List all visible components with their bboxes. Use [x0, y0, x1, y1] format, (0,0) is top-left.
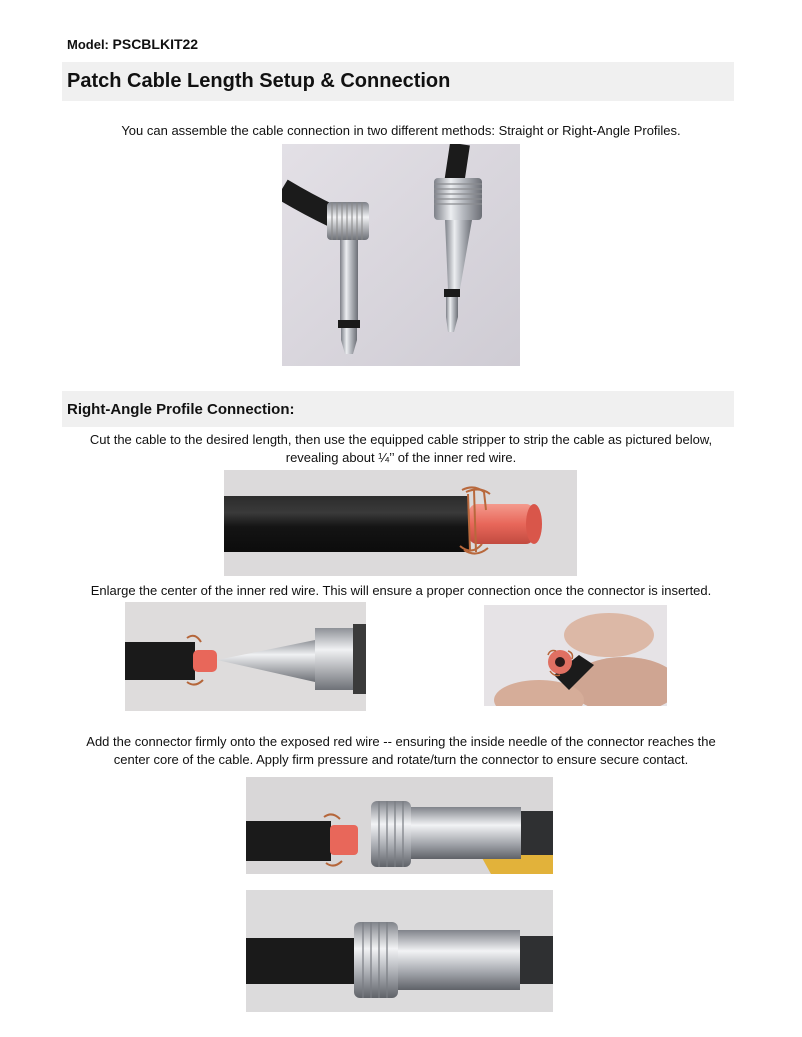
model-label: Model:: [67, 37, 109, 52]
pen-enlarge-photo: [125, 602, 366, 711]
step1-text: [40, 431, 762, 467]
intro-text: You can assemble the cable connection in two different methods: Straight or Right-Angle Profiles.: [121, 123, 681, 138]
fingertip-photo: [484, 605, 667, 706]
step1-line2: revealing about ¼’’ of the inner red wire.: [285, 450, 517, 465]
page-title: Patch Cable Length Setup & Connection: [62, 62, 734, 101]
connectors-photo: [282, 144, 520, 366]
model-value: PSCBLKIT22: [112, 36, 199, 52]
connector-inserted-photo: [246, 890, 553, 1012]
step1-line1: Cut the cable to the desired length, then use the equipped cable stripper to strip the cable as pictured below,: [89, 432, 713, 447]
connector-approach-photo: [246, 777, 553, 874]
section-heading: Right-Angle Profile Connection:: [62, 391, 734, 427]
step3-line2: center core of the cable. Apply firm pressure and rotate/turn the connector to ensure secure contact.: [113, 752, 689, 767]
model-line: [67, 36, 198, 52]
step3-line1: Add the connector firmly onto the exposed red wire -- ensuring the inside needle of the connector reaches the: [86, 734, 716, 749]
step3-text: [40, 733, 762, 769]
step2-text: Enlarge the center of the inner red wire. This will ensure a proper connection once the connector is inserted.: [90, 583, 712, 598]
stripped-cable-photo: [224, 470, 577, 576]
